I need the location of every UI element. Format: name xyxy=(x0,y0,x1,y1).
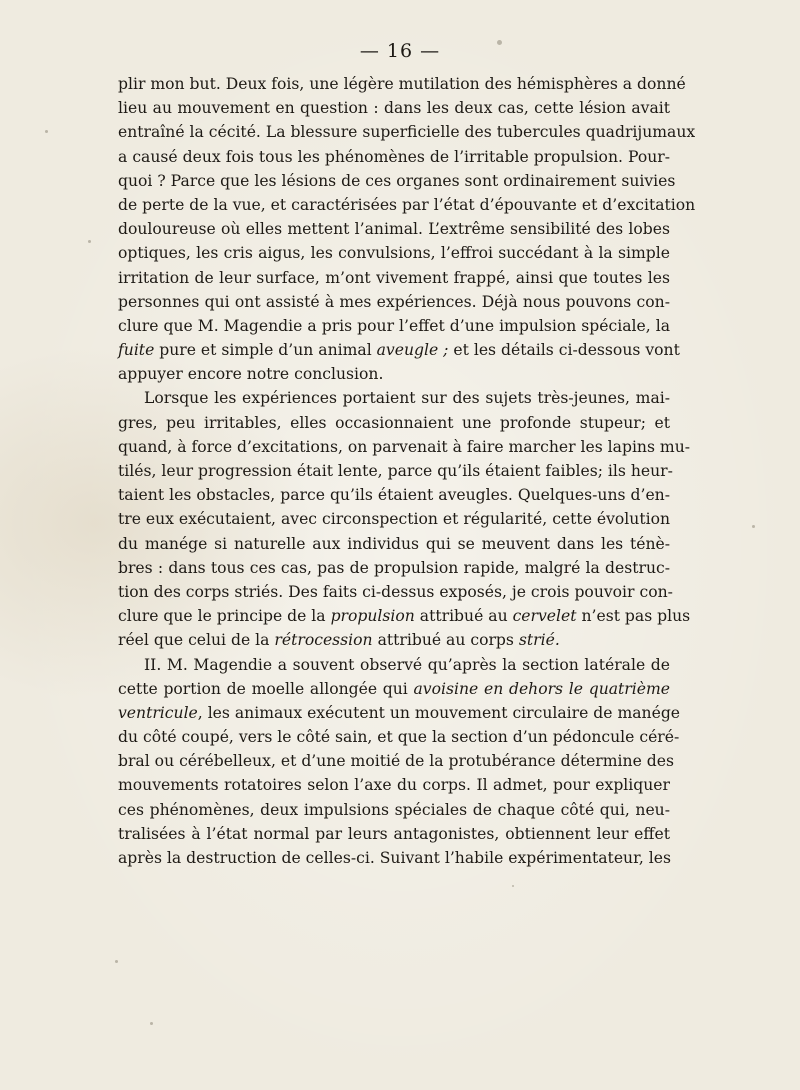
text-run: taient les obstacles, parce qu’ils étaient aveugles. Quelques-uns d’en- xyxy=(118,486,670,505)
italic-run: rétrocession xyxy=(274,631,373,650)
page-number: — 16 — xyxy=(359,40,441,62)
text-line xyxy=(118,290,670,314)
text-line xyxy=(118,362,670,386)
text-line xyxy=(118,701,681,725)
text-line xyxy=(118,411,670,435)
body-text xyxy=(118,72,696,870)
italic-run: cervelet xyxy=(512,607,577,626)
text-line xyxy=(118,338,680,362)
text-line xyxy=(118,169,676,193)
text-run: tilés, leur progression était lente, parce qu’ils étaient faibles; ils heur- xyxy=(118,462,673,480)
text-run: clure que le principe de la xyxy=(118,607,331,626)
text-line xyxy=(118,725,680,749)
text-run: gres, peu irritables, elles occasionnaient une profonde stupeur; et xyxy=(118,413,670,432)
text-line xyxy=(118,120,696,144)
text-run: attribué au xyxy=(414,607,513,626)
italic-run: aveugle ; xyxy=(376,341,449,360)
text-line xyxy=(118,628,670,652)
text-line xyxy=(118,266,670,290)
text-line xyxy=(118,822,670,846)
text-line xyxy=(118,798,670,822)
text-line xyxy=(118,507,670,531)
text-run: douloureuse où elles mettent l’animal. L’extrême sensibilité des lobes xyxy=(118,220,670,239)
text-line xyxy=(118,532,670,556)
text-run: mouvements rotatoires selon l’axe du corps. Il admet, pour expliquer xyxy=(118,776,670,795)
text-run: lieu au mouvement en question : dans les deux cas, cette lésion avait xyxy=(118,99,670,118)
text-line xyxy=(118,386,670,410)
text-run: quand, à force d’excitations, on parvenait à faire marcher les lapins mu- xyxy=(118,437,691,456)
text-line xyxy=(118,773,670,797)
text-run: plir mon but. Deux fois, une légère mutilation des hémisphères a donné xyxy=(118,75,686,93)
text-run: , les animaux exécutent un mouvement circulaire de manége xyxy=(197,703,681,722)
text-line xyxy=(118,677,670,701)
italic-run: ventricule xyxy=(118,703,198,722)
text-line xyxy=(118,241,670,265)
text-line xyxy=(118,604,691,628)
text-run: ces phénomènes, deux impulsions spéciales de chaque côté qui, neu- xyxy=(118,800,670,819)
text-run: irritation de leur surface, m’ont vivement frappé, ainsi que toutes les xyxy=(118,268,670,287)
text-run: personnes qui ont assisté à mes expériences. Déjà nous pouvons con- xyxy=(118,292,670,311)
italic-run: propulsion xyxy=(330,607,415,626)
text-line xyxy=(118,96,670,120)
text-run: du côté coupé, vers le côté sain, et que la section d’un pédoncule céré- xyxy=(118,728,680,747)
italic-run: fuite xyxy=(118,341,155,360)
text-run: Lorsque les expériences portaient sur des sujets très-jeunes, mai- xyxy=(144,389,670,408)
text-run: et les détails ci-dessous vont xyxy=(448,341,680,360)
text-run: a causé deux fois tous les phénomènes de l’irritable propulsion. Pour- xyxy=(118,147,670,166)
text-run: de perte de la vue, et caractérisées par l’état d’épouvante et d’excitation xyxy=(118,195,696,214)
text-line xyxy=(118,459,673,483)
text-run: réel que celui de la xyxy=(118,631,275,650)
text-line xyxy=(118,483,670,507)
text-line xyxy=(118,193,696,217)
text-run: quoi ? Parce que les lésions de ces organes sont ordinairement suivies xyxy=(118,171,676,190)
text-line xyxy=(118,556,670,580)
text-line xyxy=(118,217,670,241)
text-run: après la destruction de celles-ci. Suivant l’habile expérimentateur, les xyxy=(118,849,671,867)
text-run: bres : dans tous ces cas, pas de propulsion rapide, malgré la destruc- xyxy=(118,558,670,577)
text-run: n’est pas plus xyxy=(576,607,691,626)
text-run: clure que M. Magendie a pris pour l’effet d’une impulsion spéciale, la xyxy=(118,316,670,335)
paper-speck xyxy=(512,885,514,887)
paper-speck xyxy=(752,525,755,528)
italic-run: avoisine en dehors le quatrième xyxy=(413,679,670,698)
text-line xyxy=(118,145,670,169)
paper-speck xyxy=(45,130,48,133)
text-line xyxy=(118,72,686,96)
paper-speck xyxy=(150,1022,153,1025)
text-line xyxy=(118,580,673,604)
text-line xyxy=(118,435,691,459)
text-run: cette portion de moelle allongée qui xyxy=(118,679,414,698)
text-run: tralisées à l’état normal par leurs antagonistes, obtiennent leur effet xyxy=(118,824,670,843)
text-run: II. M. Magendie a souvent observé qu’après la section latérale de xyxy=(144,655,670,674)
paper-speck xyxy=(115,960,118,963)
paper-speck xyxy=(88,240,91,243)
text-run: pure et simple d’un animal xyxy=(154,341,377,360)
text-run: entraîné la cécité. La blessure superficielle des tubercules quadrijumaux xyxy=(118,123,696,142)
text-run: tion des corps striés. Des faits ci-dessus exposés, je crois pouvoir con- xyxy=(118,582,673,601)
text-line xyxy=(118,846,670,870)
text-run: tre eux exécutaient, avec circonspection et régularité, cette évolution xyxy=(118,510,671,529)
text-line xyxy=(118,314,670,338)
text-run: appuyer encore notre conclusion. xyxy=(118,365,384,384)
text-run: du manége si naturelle aux individus qui se meuvent dans les ténè- xyxy=(118,534,670,553)
text-run: attribué au corps xyxy=(372,631,519,650)
paper-speck xyxy=(497,40,502,45)
text-line xyxy=(118,749,674,773)
italic-run: strié. xyxy=(518,631,560,650)
text-line xyxy=(118,653,670,677)
text-run: optiques, les cris aigus, les convulsions, l’effroi succédant à la simple xyxy=(118,244,670,263)
text-run: bral ou cérébelleux, et d’une moitié de la protubérance détermine des xyxy=(118,752,674,771)
